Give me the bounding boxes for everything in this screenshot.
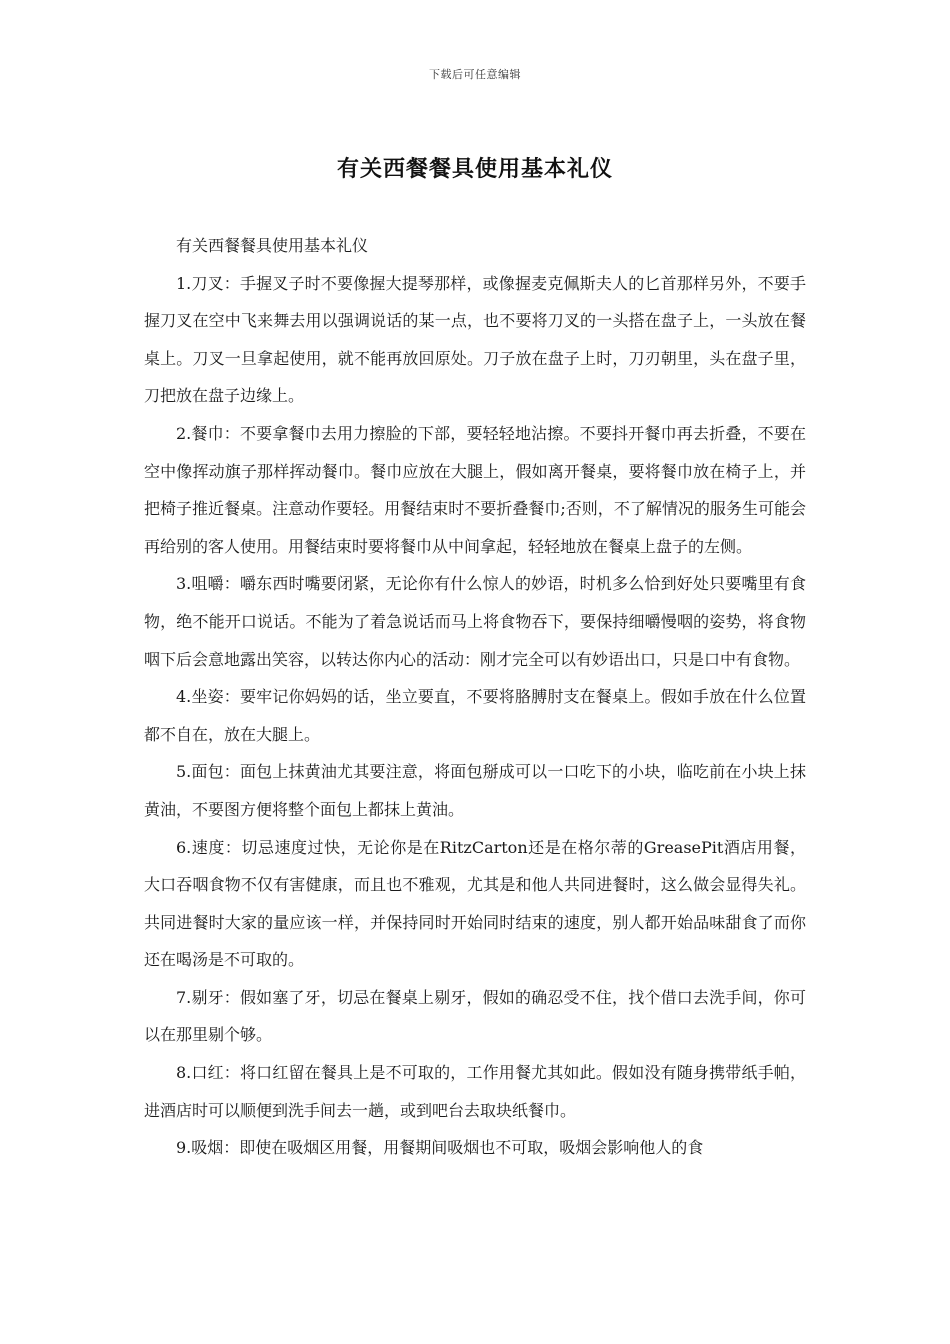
paragraph-lipstick: 8.口红：将口红留在餐具上是不可取的，工作用餐尤其如此。假如没有随身携带纸手帕，进酒店时可以顺便到洗手间去一趟，或到吧台去取块纸餐巾。 — [144, 1063, 806, 1120]
paragraph-posture: 4.坐姿：要牢记你妈妈的话，坐立要直，不要将胳膊肘支在餐桌上。假如手放在什么位置都不自在，放在大腿上。 — [144, 687, 806, 744]
paragraph-smoking: 9.吸烟：即使在吸烟区用餐，用餐期间吸烟也不可取，吸烟会影响他人的食 — [176, 1138, 704, 1158]
paragraph-speed: 6.速度：切忌速度过快，无论你是在RitzCarton还是在格尔蒂的GreasePit酒店用餐，大口吞咽食物不仅有害健康，而且也不雅观，尤其是和他人共同进餐时，这么做会显得失礼。共同进餐时大家的量应该一样，并保持同时开始同时结束的速度，别人都开始品味甜食了而你还在喝汤是不可取的。 — [144, 837, 806, 970]
paragraph-chewing: 3.咀嚼：嚼东西时嘴要闭紧，无论你有什么惊人的妙语，时机多么恰到好处只要嘴里有食物，绝不能开口说话。不能为了着急说话而马上将食物吞下，要保持细嚼慢咽的姿势，将食物咽下后会意地露出笑容，以转达你内心的活动：刚才完全可以有妙语出口，只是口中有食物。 — [144, 574, 806, 669]
paragraph-intro: 有关西餐餐具使用基本礼仪 — [176, 236, 369, 255]
paragraph-napkin: 2.餐巾：不要拿餐巾去用力擦脸的下部，要轻轻地沾擦。不要抖开餐巾再去折叠，不要在空中像挥动旗子那样挥动餐巾。餐巾应放在大腿上，假如离开餐桌，要将餐巾放在椅子上，并把椅子推近餐桌。注意动作要轻。用餐结束时不要折叠餐巾;否则，不了解情况的服务生可能会再给别的客人使用。用餐结束时要将餐巾从中间拿起，轻轻地放在餐桌上盘子的左侧。 — [144, 423, 806, 556]
paragraph-toothpick: 7.剔牙：假如塞了牙，切忌在餐桌上剔牙，假如的确忍受不住，找个借口去洗手间，你可以在那里剔个够。 — [144, 987, 806, 1045]
document-title: 有关西餐餐具使用基本礼仪 — [336, 156, 613, 182]
paragraph-knife-fork: 1.刀叉：手握叉子时不要像握大提琴那样，或像握麦克佩斯夫人的匕首那样另外，不要手握刀叉在空中飞来舞去用以强调说话的某一点，也不要将刀叉的一头搭在盘子上，一头放在餐桌上。刀叉一旦拿起使用，就不能再放回原处。刀子放在盘子上时，刀刃朝里，头在盘子里，刀把放在盘子边缘上。 — [144, 273, 806, 406]
header-note: 下载后可任意编辑 — [429, 68, 521, 81]
paragraph-bread: 5.面包：面包上抹黄油尤其要注意，将面包掰成可以一口吃下的小块，临吃前在小块上抹黄油，不要图方便将整个面包上都抹上黄油。 — [144, 762, 806, 819]
document-body — [144, 227, 806, 1167]
